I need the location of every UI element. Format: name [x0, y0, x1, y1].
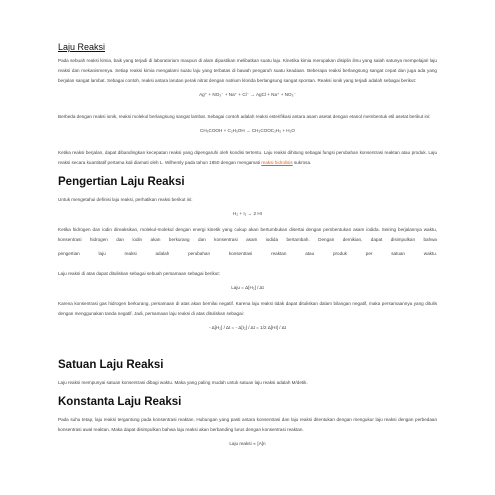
lastline-word: satuan	[391, 251, 405, 256]
lastline-word: reaktan	[271, 251, 287, 256]
lastline-word: perubahan	[188, 251, 211, 256]
lastline-word: atau	[305, 251, 315, 256]
lastline-word: reaksi	[124, 251, 137, 256]
equation-laju: Laju = Δ[H₂] / Δt	[231, 285, 264, 290]
heading-konstanta: Konstanta Laju Reaksi	[58, 396, 182, 408]
lastline-word: pengertian	[58, 251, 80, 256]
s1-paragraph-4: Karena konsentrasi gas hidrogen berkurang, persamaan di atas akan bernilai negatif. Karena laju reaksi tidak dapat dituliskan dalam bilangan negatif, maka persamaannya yang ditulis dengan menggunakan tanda negatif. Jadi, persamaan laju reaksi di atas dituliskan sebagai:	[58, 301, 437, 316]
equation-rate-full: - Δ[H₂] / Δt = - Δ[I₂] / Δt = 1/2 Δ[HI] / Δt	[209, 325, 286, 330]
heading-satuan: Satuan Laju Reaksi	[58, 359, 164, 371]
s1-paragraph-2-lastline	[58, 249, 437, 259]
lastline-word: waktu.	[423, 251, 438, 256]
link-reaksi-hidrolisis[interactable]: reaksi hidrolisis	[261, 160, 293, 165]
equation-esterification: CH₃COOH + C₂H₅OH → CH₃COOC₂H₅ + H₂O	[200, 128, 295, 133]
intro-p3-text: Ketika reaksi berjalan, dapat dibandingkan kecepatan reaksi yang dipengaruhi oleh kondisi tertentu. Laju reaksi dihitung sebagai fungsi perubahan konsentrasi reaktan atau produk. Laju reaksi secara kuantitatif pertama kali diamati oleh L. Wilhemly pada tahun 1850 dengan mengamati	[58, 150, 437, 165]
heading-pengertian: Pengertian Laju Reaksi	[58, 176, 185, 188]
intro-paragraph-2: Berbeda dengan reaksi ionik, reaksi molekul berlangsung sangat lambat. Sebagai contoh adalah reaksi esterifikasi antara asam asetat dengan etanol membentuk etil asetat berikut ini:	[58, 114, 431, 119]
lastline-word: per	[365, 251, 373, 256]
lastline-word: konsentrasi	[228, 251, 253, 256]
intro-paragraph-1: Pada sebuah reaksi kimia, baik yang terjadi di laboratorium maupun di alam dipastikan melibatkan suatu laju. Kinetika kimia merupakan disiplin ilmu yang salah satunya mempelajari laju reaksi dan mekanismenya. Setiap reaksi kimia mengalami suatu laju yang terbatas di bawah pengaruh suatu keadaan. Beberapa reaksi berlangsung sangat cepat dan juga ada yang berjalan sangat lambat. Sebagai contoh, reaksi antara larutan perak nitrat dengan natrium klorida berlangsung sangat spontan. Reaksi ionik yang terjadi adalah sebagai berikut:	[58, 58, 437, 83]
lastline-word: adalah	[155, 251, 170, 256]
equation-h2-i2: H₂ + I₂ → 2 HI	[233, 211, 262, 216]
intro-p3-tail: sukrosa.	[292, 160, 312, 165]
intro-paragraph-3	[58, 148, 437, 168]
equation-ionic: Ag⁺ + NO₃⁻ + Na⁺ + Cl⁻ → AgCl + Na⁺ + NO₃⁻	[199, 92, 296, 97]
s1-paragraph-2: Ketika hidrogen dan iodin direaksikan, molekul-molekul dengan energi kinetik yang cukup akan bertumbukan disertai dengan pembentukan asam iodida. Seiring berjalannya waktu, konsentrasi hidrogen dan iodin akan berkurang dan konsentrasi asam iodida bertambah. Dengan demikian, dapat disimpulkan bahwa	[58, 227, 437, 242]
lastline-word: produk	[332, 251, 347, 256]
s2-paragraph-1: Laju reaksi mempunyai satuan konsentrasi dibagi waktu. Maka yang paling mudah untuk satuan laju reaksi adalah M/detik.	[58, 380, 308, 385]
lastline-word: laju	[98, 251, 106, 256]
s1-paragraph-1: Untuk mengetahui definisi laju reaksi, perhatikan reaksi berikut ini:	[58, 197, 193, 202]
s1-paragraph-3: Laju reaksi di atas dapat dituliskan sebagai sebuah persamaan sebagai berikut:	[58, 271, 220, 276]
article-title: Laju Reaksi	[58, 42, 106, 52]
equation-constant: Laju reaksi ∝ [A]n	[229, 441, 266, 446]
s3-paragraph-1: Pada suhu tetap, laju reaksi tergantung pada konsentrasi reaktan. Hubungan yang pasti antara konsentrasi dan laju reaksi ditentukan dengan mengukur laju reaksi dengan perbedaan konsentrasi awal reaktan. Maka dapat disimpulkan bahwa laju reaksi akan berbanding lurus dengan konsentrasi reaktan.	[58, 417, 437, 432]
